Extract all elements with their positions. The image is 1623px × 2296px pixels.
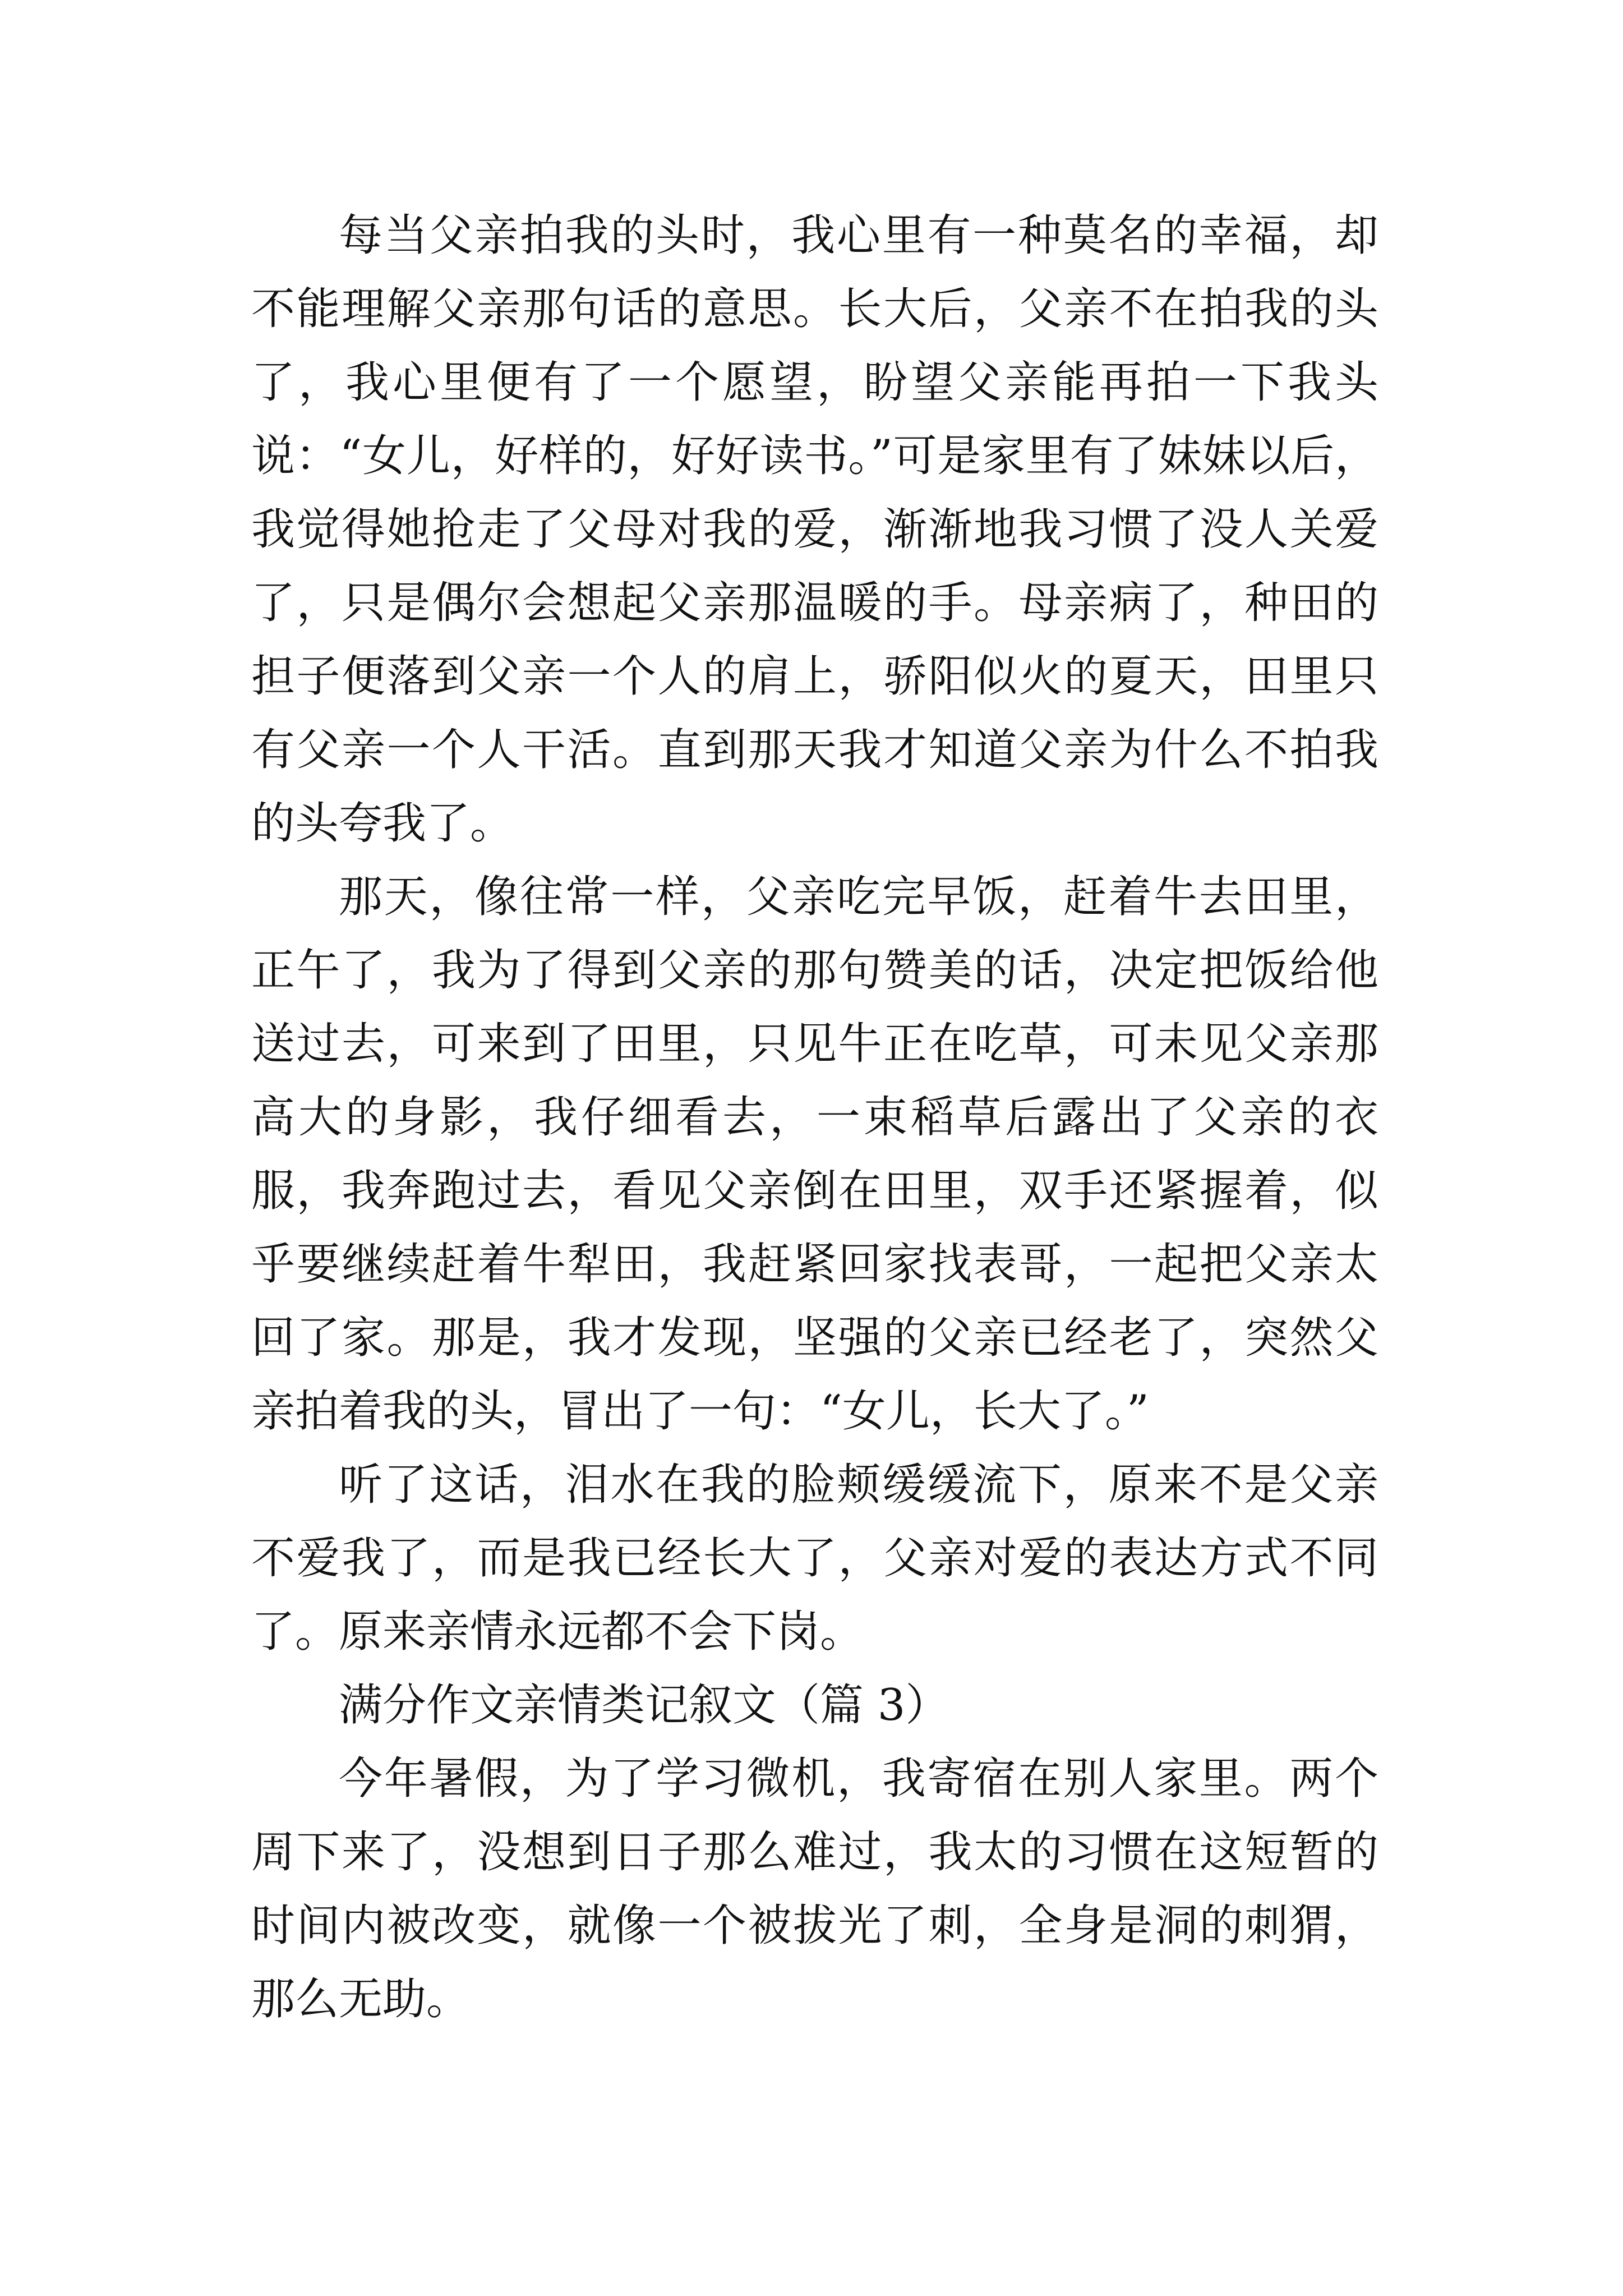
- document-body: [251, 199, 1378, 2036]
- paragraph-3: 听了这话，泪水在我的脸颊缓缓流下，原来不是父亲不爱我了，而是我已经长大了，父亲对爱的表达方式不同了。原来亲情永远都不会下岗。: [251, 1460, 1378, 1657]
- paragraph-4: 今年暑假，为了学习微机，我寄宿在别人家里。两个周下来了，没想到日子那么难过，我太的习惯在这短暂的时间内被改变，就像一个被拔光了刺，全身是洞的刺猬，那么无助。: [251, 1754, 1378, 2024]
- section-heading: 满分作文亲情类记叙文（篇 3）: [339, 1680, 949, 1731]
- paragraph-1: 每当父亲拍我的头时，我心里有一种莫名的幸福，却不能理解父亲那句话的意思。长大后，父亲不在拍我的头了，我心里便有了一个愿望，盼望父亲能再拍一下我头说：“女儿，好样的，好好读书。”可是家里有了妹妹以后，我觉得她抢走了父母对我的爱，渐渐地我习惯了没人关爱了，只是偶尔会想起父亲那温暖的手。母亲病了，种田的担子便落到父亲一个人的肩上，骄阳似火的夏天，田里只有父亲一个人干活。直到那天我才知道父亲为什么不拍我的头夸我了。: [251, 210, 1378, 849]
- paragraph-2: 那天，像往常一样，父亲吃完早饭，赶着牛去田里，正午了，我为了得到父亲的那句赞美的话，决定把饭给他送过去，可来到了田里，只见牛正在吃草，可未见父亲那高大的身影，我仔细看去，一束稻草后露出了父亲的衣服，我奔跑过去，看见父亲倒在田里，双手还紧握着，似乎要继续赶着牛犁田，我赶紧回家找表哥，一起把父亲太回了家。那是，我才发现，坚强的父亲已经老了，突然父亲拍着我的头，冒出了一句：“女儿，长大了。”: [251, 872, 1378, 1437]
